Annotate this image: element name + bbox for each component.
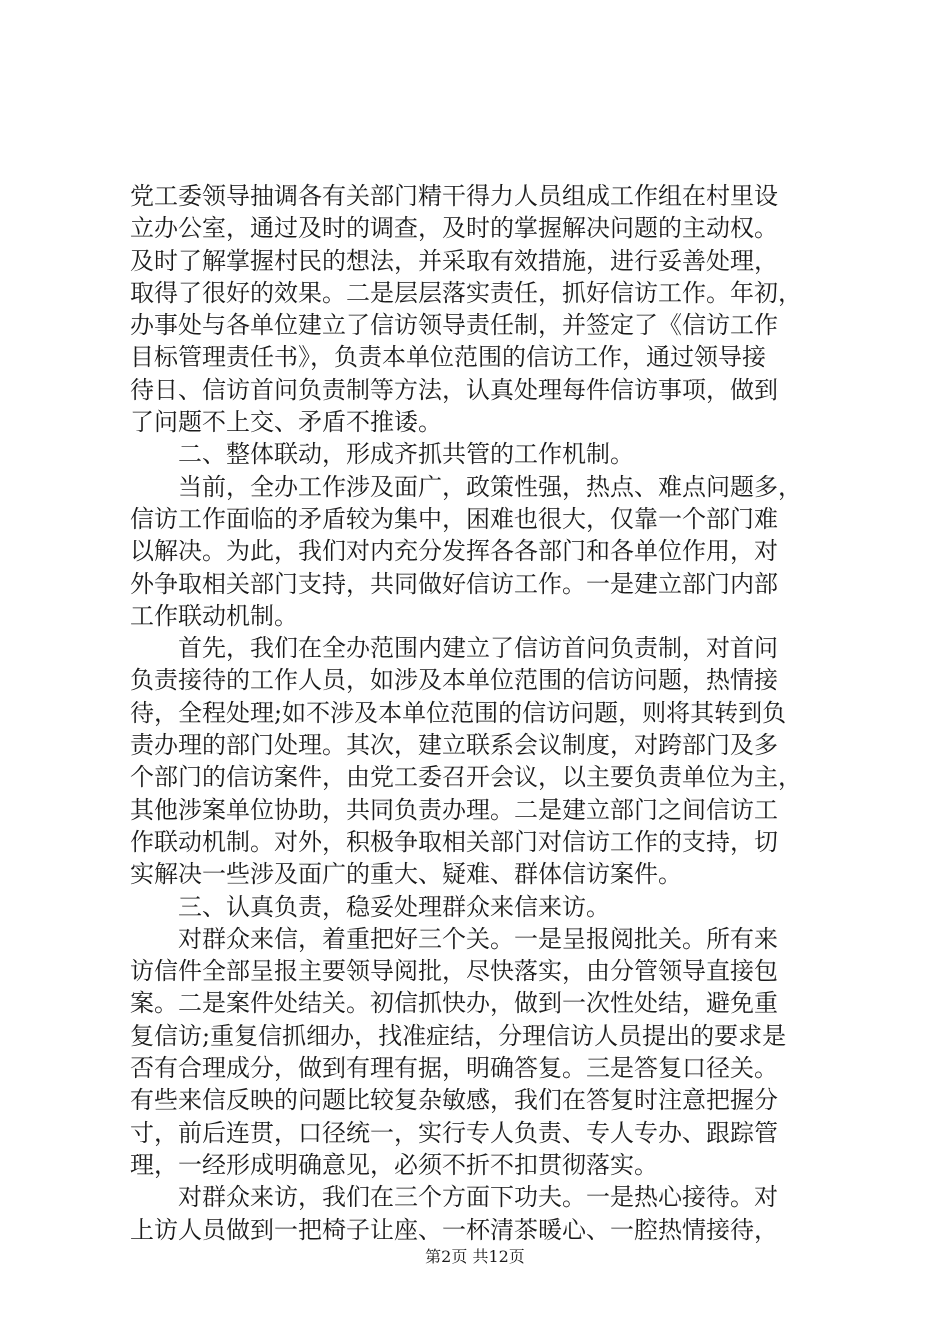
text-line: 立办公室，通过及时的调查，及时的掌握解决问题的主动权。 — [130, 214, 778, 243]
section-heading: 二、整体联动，形成齐抓共管的工作机制。 — [130, 440, 634, 469]
text-line: 及时了解掌握村民的想法，并采取有效措施，进行妥善处理， — [130, 246, 778, 275]
text-line: 否有合理成分，做到有理有据，明确答复。三是答复口径关。 — [130, 1054, 778, 1083]
text-line: 首先，我们在全办范围内建立了信访首问负责制，对首问 — [130, 634, 778, 663]
text-line: 其他涉案单位协助，共同负责办理。二是建立部门之间信访工 — [130, 795, 778, 824]
text-line: 案。二是案件处结关。初信抓快办，做到一次性处结，避免重 — [130, 989, 778, 1018]
page-number: 第2页 共12页 — [425, 1247, 525, 1266]
text-line: 外争取相关部门支持，共同做好信访工作。一是建立部门内部 — [130, 569, 778, 598]
text-line: 个部门的信访案件，由党工委召开会议，以主要负责单位为主， — [130, 763, 802, 792]
text-line: 有些来信反映的问题比较复杂敏感，我们在答复时注意把握分 — [130, 1086, 778, 1115]
text-line: 寸，前后连贯，口径统一，实行专人负责、专人专办、跟踪管 — [130, 1118, 778, 1147]
text-line: 党工委领导抽调各有关部门精干得力人员组成工作组在村里设 — [130, 182, 778, 210]
text-line: 作联动机制。对外，积极争取相关部门对信访工作的支持，切 — [130, 827, 778, 856]
text-line: 复信访;重复信抓细办，找准症结，分理信访人员提出的要求是 — [130, 1021, 787, 1050]
text-line: 待日、信访首问负责制等方法，认真处理每件信访事项，做到 — [130, 375, 778, 404]
text-line: 当前，全办工作涉及面广，政策性强，热点、难点问题多， — [130, 472, 802, 501]
text-line: 实解决一些涉及面广的重大、疑难、群体信访案件。 — [130, 860, 682, 889]
document-body — [130, 180, 850, 1246]
text-line: 工作联动机制。 — [130, 601, 298, 630]
text-line: 办事处与各单位建立了信访领导责任制，并签定了《信访工作 — [130, 311, 778, 340]
text-line: 了问题不上交、矛盾不推诿。 — [130, 408, 442, 437]
text-line: 理，一经形成明确意见，必须不折不扣贯彻落实。 — [130, 1150, 658, 1179]
text-line: 取得了很好的效果。二是层层落实责任，抓好信访工作。年初， — [130, 278, 802, 307]
text-line: 对群众来访，我们在三个方面下功夫。一是热心接待。对 — [130, 1183, 778, 1212]
text-line: 待，全程处理;如不涉及本单位范围的信访问题，则将其转到负 — [130, 698, 787, 727]
text-line: 责办理的部门处理。其次，建立联系会议制度，对跨部门及多 — [130, 731, 778, 760]
text-line: 对群众来信，着重把好三个关。一是呈报阅批关。所有来 — [130, 924, 778, 953]
section-heading: 三、认真负责，稳妥处理群众来信来访。 — [130, 892, 610, 921]
text-line: 以解决。为此，我们对内充分发挥各各部门和各单位作用，对 — [130, 537, 778, 566]
text-line: 上访人员做到一把椅子让座、一杯清茶暖心、一腔热情接待， — [130, 1215, 778, 1244]
text-line: 负责接待的工作人员，如涉及本单位范围的信访问题，热情接 — [130, 666, 778, 695]
text-line: 访信件全部呈报主要领导阅批，尽快落实，由分管领导直接包 — [130, 957, 778, 986]
text-line: 目标管理责任书》，负责本单位范围的信访工作，通过领导接 — [130, 343, 766, 372]
text-line: 信访工作面临的矛盾较为集中，困难也很大，仅靠一个部门难 — [130, 504, 778, 533]
